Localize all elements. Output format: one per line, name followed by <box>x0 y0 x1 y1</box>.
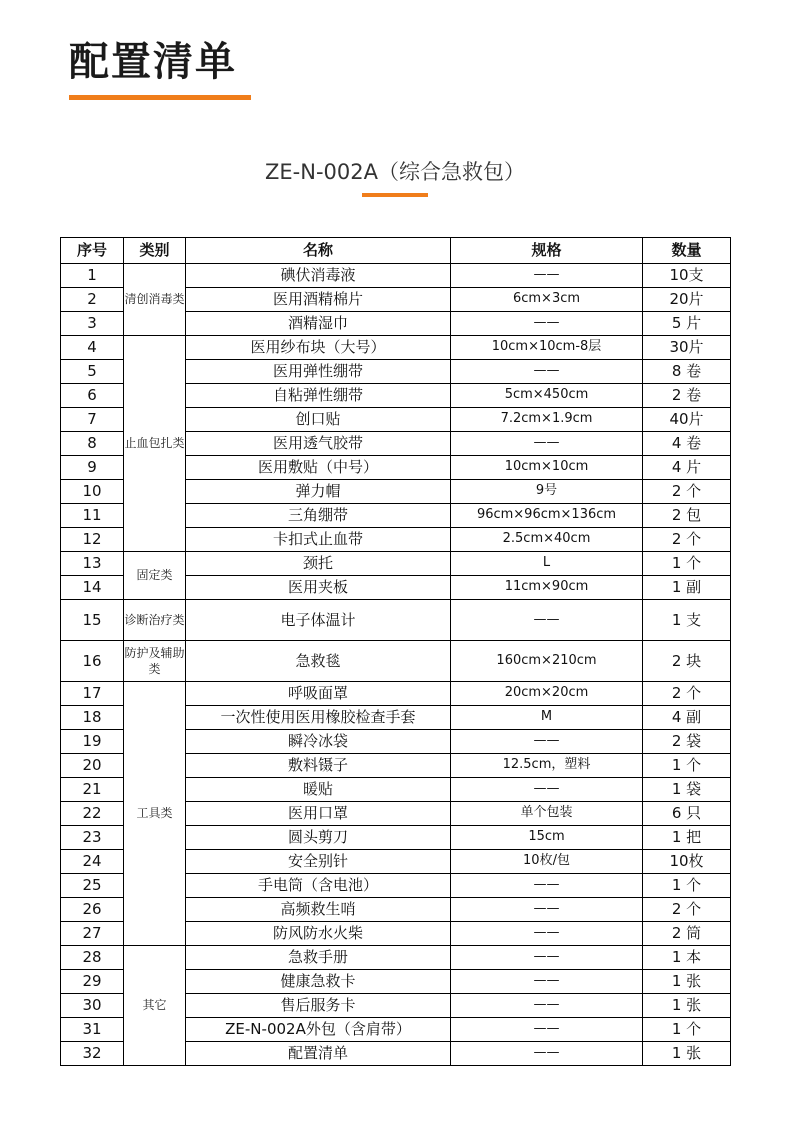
item-quantity: 40片 <box>643 408 731 432</box>
item-name: 弹力帽 <box>186 480 451 504</box>
item-quantity: 4 卷 <box>643 432 731 456</box>
item-spec: —— <box>451 730 643 754</box>
item-name: 防风防水火柴 <box>186 922 451 946</box>
item-quantity: 1 袋 <box>643 778 731 802</box>
item-name: 创口贴 <box>186 408 451 432</box>
item-spec: —— <box>451 970 643 994</box>
item-name: 颈托 <box>186 552 451 576</box>
item-quantity: 1 张 <box>643 994 731 1018</box>
item-quantity: 10枚 <box>643 850 731 874</box>
item-name: 敷料镊子 <box>186 754 451 778</box>
item-name: 电子体温计 <box>186 600 451 641</box>
table-row <box>61 336 731 360</box>
item-quantity: 2 包 <box>643 504 731 528</box>
row-number: 30 <box>61 994 124 1018</box>
row-number: 26 <box>61 898 124 922</box>
item-spec: 160cm×210cm <box>451 641 643 682</box>
category-cell: 固定类 <box>124 552 186 600</box>
table-row <box>61 552 731 576</box>
item-name: 健康急救卡 <box>186 970 451 994</box>
item-spec: 96cm×96cm×136cm <box>451 504 643 528</box>
item-name: 安全别针 <box>186 850 451 874</box>
title-underline <box>69 95 251 100</box>
item-name: 呼吸面罩 <box>186 682 451 706</box>
row-number: 3 <box>61 312 124 336</box>
product-subtitle: ZE-N-002A（综合急救包） <box>265 160 525 184</box>
header-cell: 序号 <box>61 238 124 264</box>
item-spec: 15cm <box>451 826 643 850</box>
item-quantity: 6 只 <box>643 802 731 826</box>
row-number: 31 <box>61 1018 124 1042</box>
item-quantity: 1 把 <box>643 826 731 850</box>
item-quantity: 30片 <box>643 336 731 360</box>
page-title: 配置清单 <box>69 39 237 85</box>
row-number: 1 <box>61 264 124 288</box>
item-name: 碘伏消毒液 <box>186 264 451 288</box>
item-spec: M <box>451 706 643 730</box>
item-name: 医用酒精棉片 <box>186 288 451 312</box>
item-spec: —— <box>451 360 643 384</box>
item-name: 售后服务卡 <box>186 994 451 1018</box>
item-spec: 9号 <box>451 480 643 504</box>
table-body <box>61 264 731 1066</box>
item-quantity: 2 个 <box>643 682 731 706</box>
category-cell: 诊断治疗类 <box>124 600 186 641</box>
item-quantity: 2 个 <box>643 528 731 552</box>
item-spec: 20cm×20cm <box>451 682 643 706</box>
item-quantity: 1 个 <box>643 552 731 576</box>
category-cell: 工具类 <box>124 682 186 946</box>
item-quantity: 1 张 <box>643 1042 731 1066</box>
item-spec: 10cm×10cm <box>451 456 643 480</box>
item-quantity: 1 副 <box>643 576 731 600</box>
row-number: 21 <box>61 778 124 802</box>
item-quantity: 1 个 <box>643 874 731 898</box>
item-spec: 10cm×10cm-8层 <box>451 336 643 360</box>
table-row <box>61 264 731 288</box>
item-quantity: 4 片 <box>643 456 731 480</box>
item-quantity: 1 本 <box>643 946 731 970</box>
item-name: 医用弹性绷带 <box>186 360 451 384</box>
item-spec: 2.5cm×40cm <box>451 528 643 552</box>
item-spec: 单个包装 <box>451 802 643 826</box>
item-name: 酒精湿巾 <box>186 312 451 336</box>
row-number: 22 <box>61 802 124 826</box>
row-number: 6 <box>61 384 124 408</box>
category-cell: 止血包扎类 <box>124 336 186 552</box>
item-spec: —— <box>451 1042 643 1066</box>
item-name: 自粘弹性绷带 <box>186 384 451 408</box>
table-row <box>61 946 731 970</box>
row-number: 14 <box>61 576 124 600</box>
header-cell: 类别 <box>124 238 186 264</box>
row-number: 8 <box>61 432 124 456</box>
item-quantity: 1 个 <box>643 1018 731 1042</box>
item-spec: 12.5cm，塑料 <box>451 754 643 778</box>
item-spec: —— <box>451 778 643 802</box>
item-name: 医用口罩 <box>186 802 451 826</box>
item-spec: —— <box>451 922 643 946</box>
row-number: 28 <box>61 946 124 970</box>
row-number: 32 <box>61 1042 124 1066</box>
table-row <box>61 682 731 706</box>
item-spec: 11cm×90cm <box>451 576 643 600</box>
item-name: ZE-N-002A外包（含肩带） <box>186 1018 451 1042</box>
table-row <box>61 641 731 682</box>
row-number: 17 <box>61 682 124 706</box>
item-quantity: 20片 <box>643 288 731 312</box>
subtitle-underline <box>362 193 428 197</box>
item-spec: —— <box>451 432 643 456</box>
row-number: 15 <box>61 600 124 641</box>
item-name: 医用纱布块（大号） <box>186 336 451 360</box>
item-quantity: 4 副 <box>643 706 731 730</box>
item-spec: 10枚/包 <box>451 850 643 874</box>
item-quantity: 1 个 <box>643 754 731 778</box>
config-table <box>60 237 731 1066</box>
item-quantity: 1 支 <box>643 600 731 641</box>
item-quantity: 2 个 <box>643 898 731 922</box>
row-number: 19 <box>61 730 124 754</box>
row-number: 25 <box>61 874 124 898</box>
item-spec: 7.2cm×1.9cm <box>451 408 643 432</box>
category-cell: 其它 <box>124 946 186 1066</box>
item-name: 手电筒（含电池） <box>186 874 451 898</box>
row-number: 24 <box>61 850 124 874</box>
table-row <box>61 600 731 641</box>
item-quantity: 10支 <box>643 264 731 288</box>
item-spec: —— <box>451 600 643 641</box>
item-name: 医用敷贴（中号） <box>186 456 451 480</box>
row-number: 4 <box>61 336 124 360</box>
item-spec: —— <box>451 312 643 336</box>
item-name: 圆头剪刀 <box>186 826 451 850</box>
row-number: 29 <box>61 970 124 994</box>
item-name: 配置清单 <box>186 1042 451 1066</box>
row-number: 11 <box>61 504 124 528</box>
item-spec: —— <box>451 994 643 1018</box>
item-quantity: 2 卷 <box>643 384 731 408</box>
row-number: 13 <box>61 552 124 576</box>
item-quantity: 2 筒 <box>643 922 731 946</box>
item-name: 卡扣式止血带 <box>186 528 451 552</box>
row-number: 10 <box>61 480 124 504</box>
row-number: 7 <box>61 408 124 432</box>
item-quantity: 2 个 <box>643 480 731 504</box>
item-spec: —— <box>451 874 643 898</box>
item-name: 医用透气胶带 <box>186 432 451 456</box>
header-cell: 数量 <box>643 238 731 264</box>
item-name: 急救毯 <box>186 641 451 682</box>
item-name: 三角绷带 <box>186 504 451 528</box>
item-spec: —— <box>451 898 643 922</box>
item-quantity: 2 袋 <box>643 730 731 754</box>
item-spec: —— <box>451 946 643 970</box>
category-cell: 防护及辅助类 <box>124 641 186 682</box>
row-number: 16 <box>61 641 124 682</box>
item-name: 急救手册 <box>186 946 451 970</box>
item-name: 高频救生哨 <box>186 898 451 922</box>
item-name: 医用夹板 <box>186 576 451 600</box>
row-number: 23 <box>61 826 124 850</box>
item-spec: 5cm×450cm <box>451 384 643 408</box>
item-spec: L <box>451 552 643 576</box>
item-quantity: 8 卷 <box>643 360 731 384</box>
item-quantity: 1 张 <box>643 970 731 994</box>
item-spec: —— <box>451 1018 643 1042</box>
row-number: 5 <box>61 360 124 384</box>
row-number: 12 <box>61 528 124 552</box>
header-cell: 规格 <box>451 238 643 264</box>
row-number: 18 <box>61 706 124 730</box>
item-quantity: 2 块 <box>643 641 731 682</box>
item-name: 瞬冷冰袋 <box>186 730 451 754</box>
header-cell: 名称 <box>186 238 451 264</box>
row-number: 9 <box>61 456 124 480</box>
category-cell: 清创消毒类 <box>124 264 186 336</box>
item-quantity: 5 片 <box>643 312 731 336</box>
item-name: 暖贴 <box>186 778 451 802</box>
item-spec: —— <box>451 264 643 288</box>
row-number: 2 <box>61 288 124 312</box>
item-spec: 6cm×3cm <box>451 288 643 312</box>
table-header-row <box>61 238 731 264</box>
row-number: 27 <box>61 922 124 946</box>
row-number: 20 <box>61 754 124 778</box>
item-name: 一次性使用医用橡胶检查手套 <box>186 706 451 730</box>
